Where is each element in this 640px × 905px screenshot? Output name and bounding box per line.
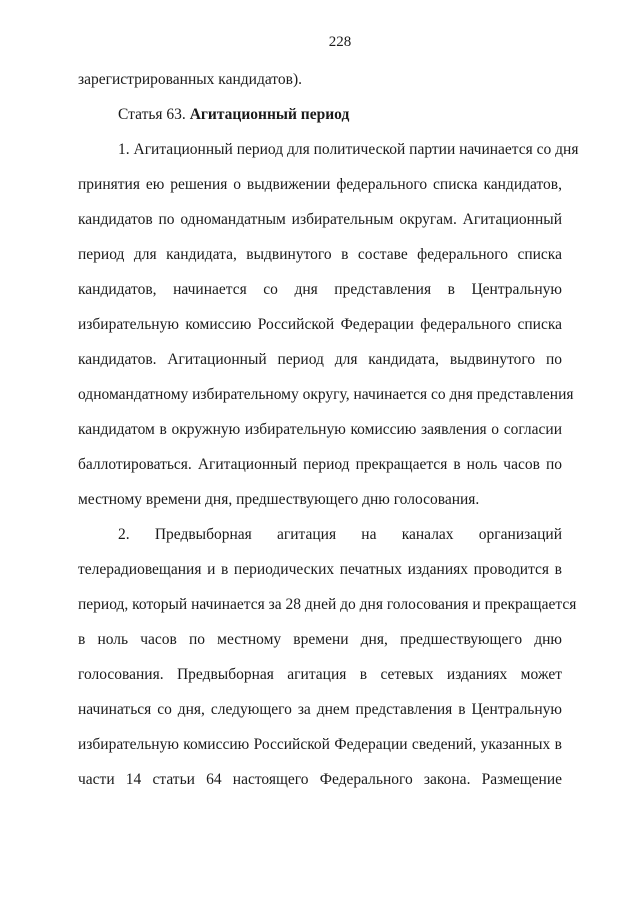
text-line: местному времени дня, предшествующего дню голосования. (78, 491, 480, 508)
text-line: в ноль часов по местному времени дня, предшествующего дню (78, 631, 562, 648)
text-line: 1. Агитационный период для политической партии начинается со дня (118, 141, 579, 158)
text-line: зарегистрированных кандидатов). (78, 71, 302, 88)
text-line: кандидатов, начинается со дня представления в Центральную (78, 281, 562, 298)
text-line: кандидатов. Агитационный период для кандидата, выдвинутого по (78, 351, 562, 368)
text-line: период, который начинается за 28 дней до дня голосования и прекращается (78, 596, 577, 613)
text-line: 2. Предвыборная агитация на каналах организаций (118, 526, 562, 543)
text-line: голосования. Предвыборная агитация в сетевых изданиях может (78, 666, 562, 683)
text-line: избирательную комиссию Российской Федерации сведений, указанных в (78, 736, 562, 753)
text-line: избирательную комиссию Российской Федерации федерального списка (78, 316, 562, 333)
article-title: Агитационный период (189, 106, 350, 123)
article-heading (118, 105, 562, 125)
text-line: кандидатом в окружную избирательную комиссию заявления о согласии (78, 421, 562, 438)
text-line: период для кандидата, выдвинутого в составе федерального списка (78, 246, 562, 263)
text-line: одномандатному избирательному округу, начинается со дня представления (78, 386, 574, 403)
text-line: телерадиовещания и в периодических печатных изданиях проводится в (78, 561, 562, 578)
page-number: 228 (328, 34, 352, 50)
text-line: баллотироваться. Агитационный период прекращается в ноль часов по (78, 456, 562, 473)
text-line: начинаться со дня, следующего за днем представления в Центральную (78, 701, 562, 718)
article-number: Статья 63. (118, 106, 186, 123)
text-line: части 14 статьи 64 настоящего Федерального закона. Размещение (78, 771, 562, 788)
text-line: кандидатов по одномандатным избирательным округам. Агитационный (78, 211, 562, 228)
text-line: принятия ею решения о выдвижении федерального списка кандидатов, (78, 176, 562, 193)
